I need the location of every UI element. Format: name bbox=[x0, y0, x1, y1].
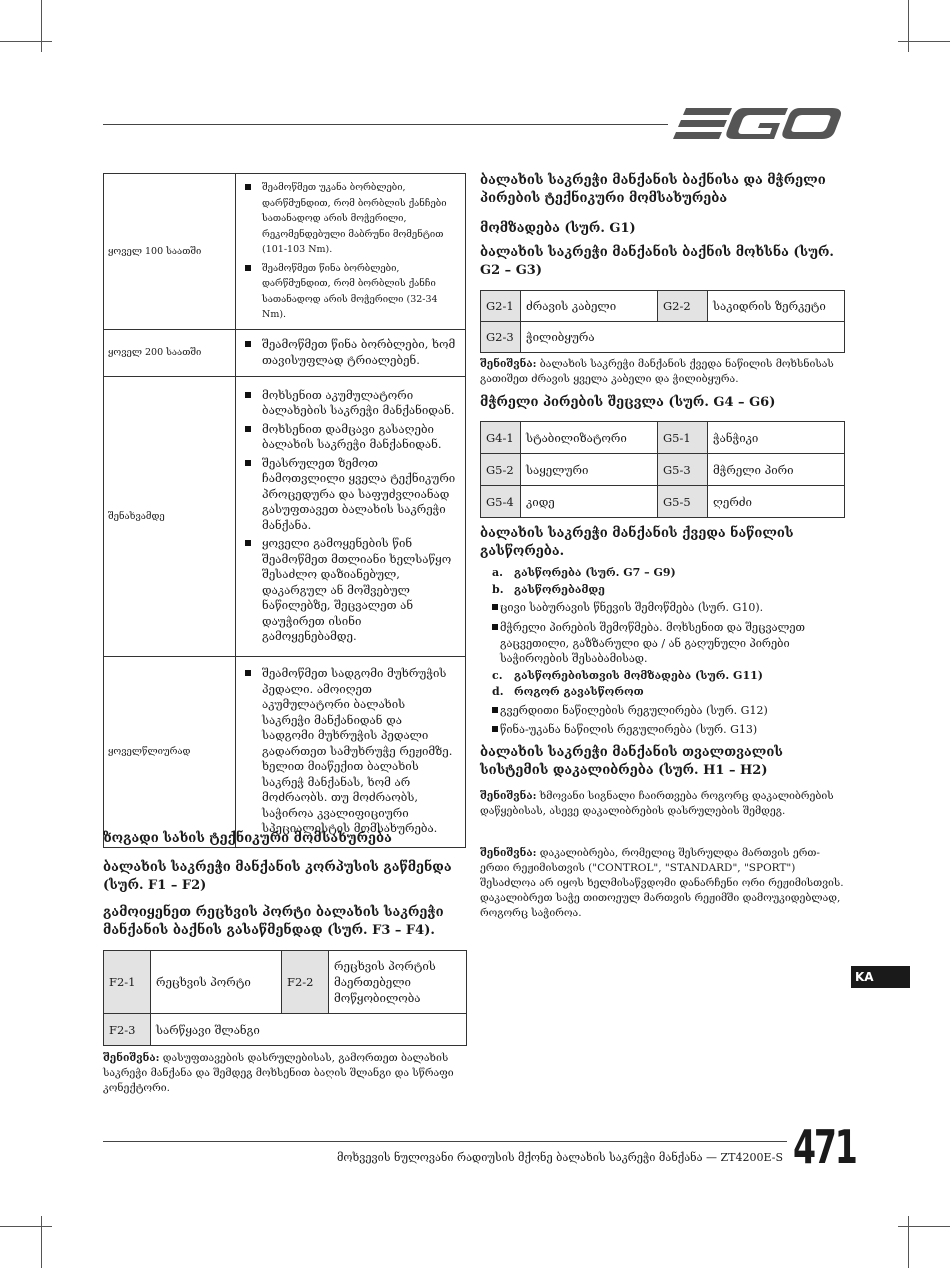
part-label: საკიდრის ზერკეტი bbox=[708, 291, 845, 322]
part-code: G5-1 bbox=[658, 422, 708, 454]
table-row bbox=[104, 951, 467, 1014]
table-row bbox=[104, 329, 466, 376]
crop-mark bbox=[908, 0, 909, 52]
header-rule bbox=[103, 124, 668, 125]
bullet-side-adjust: გვერდითი ნაწილების რეგულირება (სურ. G12) bbox=[480, 703, 844, 719]
page-number: 471 bbox=[793, 1120, 856, 1174]
schedule-interval: ყოველ 100 საათში bbox=[104, 174, 236, 330]
ego-logo bbox=[672, 104, 844, 144]
schedule-task: ყოველი გამოყენების წინ შეამოწმეთ მთლიანი ხელსაწყო შესაძლო დაზიანებულ, დაკარგულ ან მოშვებულ ნაწილებზე, შეცვალეთ ან დაუჭირეთ ისინი გამოყენებამდე. bbox=[242, 536, 457, 645]
heading-preparation: მომზადება (სურ. G1) bbox=[480, 221, 636, 236]
list-item-b: b. გასწორებამდე bbox=[492, 583, 605, 596]
heading-deck-blade-maintenance: ბალახის საკრეჭი მანქანის ბაქნისა და მჭრელი პირების ტექნიკური მომსახურება bbox=[480, 173, 826, 206]
schedule-task: მოხსენით აკუმულატორი ბალახების საკრეჭი მანქანიდან. bbox=[242, 388, 457, 419]
schedule-task: შეამოწმეთ სადგომი მუხრუჭის პედალი. ამოიღეთ აკუმულატორი ბალახის საკრეჭი მანქანიდან და სადგომი მუხრუჭის პედალი გადართეთ სამუხრუჭე რეჟიმზე. ხელით მიაწექით ბალახის საკრეჭ მანქანას, ხომ არ მოძრაობს. თუ მოძრაობს, საჭიროა კვალიფიციური სპეციალისტის მომსახურება. bbox=[242, 666, 457, 837]
bullet-front-rear-adjust: წინა-უკანა ნაწილის რეგულირება (სურ. G13) bbox=[480, 722, 844, 738]
part-code: F2-1 bbox=[104, 951, 151, 1014]
schedule-task: შეამოწმეთ წინა ბორბლები, დარწმუნდით, რომ ბორბლის ქანჩი სათანადოდ არის მოჭერილი (32-34 Nm). bbox=[242, 261, 457, 323]
table-row bbox=[481, 454, 845, 486]
language-tab: KA bbox=[851, 966, 910, 988]
part-code: F2-2 bbox=[282, 951, 329, 1014]
note-beep: შენიშვნა: ხმოვანი სიგნალი ჩაირთვება როგორც დაკალიბრების დაწყებისას, ასევე დაკალიბრების დასრულების შემდეგ. bbox=[480, 790, 834, 817]
heading-blade-replacement: მჭრელი პირების შეცვლა (სურ. G4 – G6) bbox=[480, 395, 776, 410]
table-row bbox=[104, 376, 466, 656]
bullet-blade-check: მჭრელი პირების შემოწმება. მოხსენით და შეცვალეთ გაცვეთილი, გაზზარული და / ან გაღუნული პირები საჭიროების შესაბამისად. bbox=[480, 620, 844, 667]
parts-table-g2 bbox=[480, 290, 845, 353]
part-label: მჭრელი პირი bbox=[708, 454, 845, 486]
parts-table-f2 bbox=[103, 950, 467, 1046]
schedule-interval: ყოველწლიურად bbox=[104, 656, 236, 847]
crop-mark bbox=[41, 1216, 42, 1268]
table-row bbox=[104, 656, 466, 847]
part-code: G2-3 bbox=[481, 322, 521, 353]
heading-general-maintenance: ზოგადი სახის ტექნიკური მომსახურება bbox=[103, 831, 392, 846]
heading-deck-removal: ბალახის საკრეჭი მანქანის ბაქნის მოხსნა (სურ. G2 – G3) bbox=[480, 245, 834, 278]
table-row bbox=[481, 291, 845, 322]
part-label: ჭანჭიკი bbox=[708, 422, 845, 454]
table-row bbox=[481, 322, 845, 353]
schedule-task: შეასრულეთ ზემოთ ჩამოთვლილი ყველა ტექნიკური პროცედურა და საფუძვლიანად გასუფთავეთ ბალახის საკრეჭი მანქანა. bbox=[242, 456, 457, 534]
list-item-d: d. როგორ გავასწოროთ bbox=[492, 685, 644, 698]
list-item-a: a. გასწორება (სურ. G7 – G9) bbox=[492, 566, 676, 579]
table-row bbox=[104, 174, 466, 330]
crop-mark bbox=[898, 41, 950, 42]
heading-body-cleaning: ბალახის საკრეჭი მანქანის კორპუსის გაწმენდა (სურ. F1 – F2) bbox=[103, 860, 452, 893]
part-label: რეცხვის პორტი bbox=[151, 951, 282, 1014]
crop-mark bbox=[41, 0, 42, 52]
table-row bbox=[481, 486, 845, 518]
schedule-task: შეამოწმეთ წინა ბორბლები, ხომ თავისუფლად ტრიალებენ. bbox=[242, 337, 457, 368]
table-row bbox=[104, 1014, 467, 1046]
footer-rule bbox=[103, 1141, 787, 1142]
note-cables: შენიშვნა: ბალახის საკრეჭი მანქანის ქვედა ნაწილის მოხსნისას გათიშეთ ძრავის ყველა კაბელი და ჭილიბყურა. bbox=[480, 358, 834, 385]
schedule-task: შეამოწმეთ უკანა ბორბლები, დარწმუნდით, რომ ბორბლის ქანჩები სათანადოდ არის მოჭერილი, რეკომენდებული მაბრუნი მომენტით (101-103 Nm). bbox=[242, 180, 457, 258]
schedule-task: მოხსენით დამცავი გასაღები ბალახის საკრეჭი მანქანიდან. bbox=[242, 422, 457, 453]
part-code: G5-3 bbox=[658, 454, 708, 486]
footer-product-title: მოხვევის ნულოვანი რადიუსის მქონე ბალახის საკრეჭი მანქანა — ZT4200E-S bbox=[336, 1151, 783, 1164]
part-code: F2-3 bbox=[104, 1014, 151, 1046]
table-row bbox=[481, 422, 845, 454]
part-code: G5-5 bbox=[658, 486, 708, 518]
crop-mark bbox=[0, 1226, 52, 1227]
part-code: G4-1 bbox=[481, 422, 521, 454]
heading-tracking-calibration: ბალახის საკრეჭი მანქანის თვალთვალის სისტემის დაკალიბრება (სურ. H1 – H2) bbox=[480, 745, 783, 778]
parts-table-blades bbox=[480, 421, 845, 518]
part-label: კიდე bbox=[521, 486, 658, 518]
part-label: ძრავის კაბელი bbox=[521, 291, 658, 322]
part-label: ღერძი bbox=[708, 486, 845, 518]
part-code: G5-4 bbox=[481, 486, 521, 518]
list-item-c: c. გასწორებისთვის მომზადება (სურ. G11) bbox=[492, 669, 763, 682]
note-hose: შენიშვნა: დასუფთავების დასრულებისას, გამორთეთ ბალახის საკრეჭი მანქანა და შემდეგ მოხსენით ბაღის შლანგი და სწრაფი კონექტორი. bbox=[103, 1052, 454, 1094]
schedule-interval: შენახვამდე bbox=[104, 376, 236, 656]
part-label: ჭილიბყურა bbox=[521, 322, 845, 353]
crop-mark bbox=[908, 1216, 909, 1268]
part-code: G2-2 bbox=[658, 291, 708, 322]
part-label: რეცხვის პორტის მაერთებელი მოწყობილობა bbox=[329, 951, 467, 1014]
part-code: G5-2 bbox=[481, 454, 521, 486]
bullet-tire-pressure: ცივი საბურავის წნევის შემოწმება (სურ. G10). bbox=[480, 600, 844, 616]
schedule-interval: ყოველ 200 საათში bbox=[104, 329, 236, 376]
crop-mark bbox=[0, 41, 52, 42]
crop-mark bbox=[898, 1226, 950, 1227]
part-label: სტაბილიზატორი bbox=[521, 422, 658, 454]
heading-wash-port: გამოიყენეთ რეცხვის პორტი ბალახის საკრეჭი მანქანის ბაქნის გასაწმენდად (სურ. F3 – F4). bbox=[103, 905, 444, 938]
note-modes: შენიშვნა: დაკალიბრება, რომელიც შესრულდა მართვის ერთ-ერთი რეჟიმისთვის ("CONTROL", "STANDARD", "SPORT") შესაძლოა არ იყოს ხელმისაწვდომი დანარჩენი ორი რეჟიმისთვის. დაკალიბრეთ საჭე თითოეულ მართვის რეჟიმში დამოუკიდებლად, როგორც საჭიროა. bbox=[480, 847, 844, 919]
part-code: G2-1 bbox=[481, 291, 521, 322]
part-label: სარწყავი შლანგი bbox=[151, 1014, 467, 1046]
heading-deck-leveling: ბალახის საკრეჭი მანქანის ქვედა ნაწილის გასწორება. bbox=[480, 526, 794, 559]
maintenance-schedule-table bbox=[103, 173, 466, 848]
part-label: საყელური bbox=[521, 454, 658, 486]
